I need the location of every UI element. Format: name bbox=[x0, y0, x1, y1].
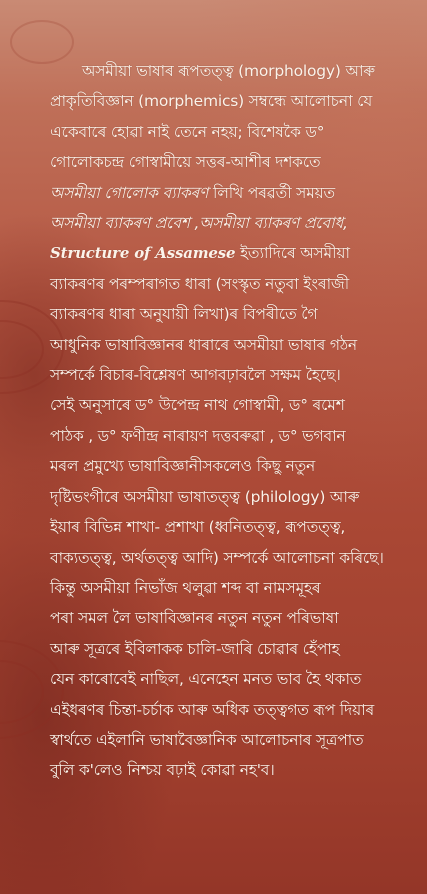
text-run: লিখি পৰৱৰ্তী সময়ত bbox=[208, 183, 335, 202]
text-line bbox=[50, 238, 400, 268]
text-line: ইয়াৰ বিভিন্ন শাখা- প্ৰশাখা (ধ্বনিতত্ত্ব, ৰূপতত্ত্ব, bbox=[50, 518, 346, 537]
text-line: বুলি ক'লেও নিশ্চয় বঢ়াই কোৱা নহ'ব। bbox=[50, 761, 275, 780]
book-title-italic: অসমীয়া ব্যাকৰণ প্ৰবেশ ,অসমীয়া ব্যাকৰণ প্ৰবোধ, bbox=[50, 214, 348, 233]
text-line: ব্যাকৰণৰ ধাৰা অনুযায়ী লিখা)ৰ বিপৰীতে গৈ bbox=[50, 305, 318, 324]
text-line: ব্যাকৰণৰ পৰম্পৰাগত ধাৰা (সংস্কৃত নতুবা ইংৰাজী bbox=[50, 274, 349, 293]
text-line: গোলোকচন্দ্ৰ গোস্বামীয়ে সত্তৰ-আশীৰ দশকতে bbox=[50, 153, 321, 172]
text-line: আধুনিক ভাষাবিজ্ঞানৰ ধাৰাৰে অসমীয়া ভাষাৰ গঠন bbox=[50, 335, 357, 354]
text-line: পাঠক , ড° ফণীন্দ্ৰ নাৰায়ণ দত্তবৰুৱা , ড° ভগবান bbox=[50, 426, 346, 445]
text-line: দৃষ্টিভংগীৰে অসমীয়া ভাষাতত্ত্ব (philology) আৰু bbox=[50, 487, 360, 506]
book-title-italic: অসমীয়া গোলোক ব্যাকৰণ bbox=[50, 183, 209, 202]
text-line: আৰু সূত্ৰৰে ইবিলাকক চালি-জাৰি চোৱাৰ হেঁপাহ bbox=[50, 639, 340, 658]
book-title-english: Structure of Assamese bbox=[50, 244, 236, 263]
text-line bbox=[50, 178, 400, 208]
text-line bbox=[50, 208, 400, 238]
text-line: এইধৰণৰ চিন্তা-চৰ্চাক আৰু অধিক তত্ত্বগত ৰূপ দিয়াৰ bbox=[50, 700, 375, 719]
text-run: ইত্যাদিৰে অসমীয়া bbox=[235, 244, 350, 263]
text-line: সম্পৰ্কে বিচাৰ-বিশ্লেষণ আগবঢ়াবলৈ সক্ষম হৈছে। bbox=[50, 366, 341, 385]
text-line: মৰল প্ৰমুখ্যে ভাষাবিজ্ঞানীসকলেও কিছু নতুন bbox=[50, 457, 316, 476]
text-line: কিন্তু অসমীয়া নিভাঁজ থলুৱা শব্দ বা নামসমূহৰ bbox=[50, 578, 321, 597]
text-line: প্ৰাকৃতিবিজ্ঞান (morphemics) সম্বন্ধে আলোচনা যে bbox=[50, 92, 373, 111]
text-line: যেন কাৰোবেই নাছিল, এনেহেন মনত ভাব হৈ থকাত bbox=[50, 670, 362, 689]
text-line: একেবাৰে হোৱা নাই তেনে নহয়; বিশেষকৈ ড° bbox=[50, 122, 325, 141]
text-line: স্বাৰ্থতে এইলানি ভাষাবৈজ্ঞানিক আলোচনাৰ সূত্ৰপাত bbox=[50, 730, 364, 749]
text-line: বাক্যতত্ত্ব, অৰ্থতত্ত্ব আদি) সম্পৰ্কে আলোচনা কৰিছে। bbox=[50, 548, 384, 567]
text-line: পৰা সমল লৈ ভাষাবিজ্ঞানৰ নতুন নতুন পৰিভাষা bbox=[50, 609, 339, 628]
text-line: সেই অনুসাৰে ড° উপেন্দ্ৰ নাথ গোস্বামী, ড° ৰমেশ bbox=[50, 396, 345, 415]
text-line: অসমীয়া ভাষাৰ ৰূপতত্ত্ব (morphology) আৰু bbox=[82, 62, 375, 80]
blurb-paragraph bbox=[50, 56, 400, 786]
